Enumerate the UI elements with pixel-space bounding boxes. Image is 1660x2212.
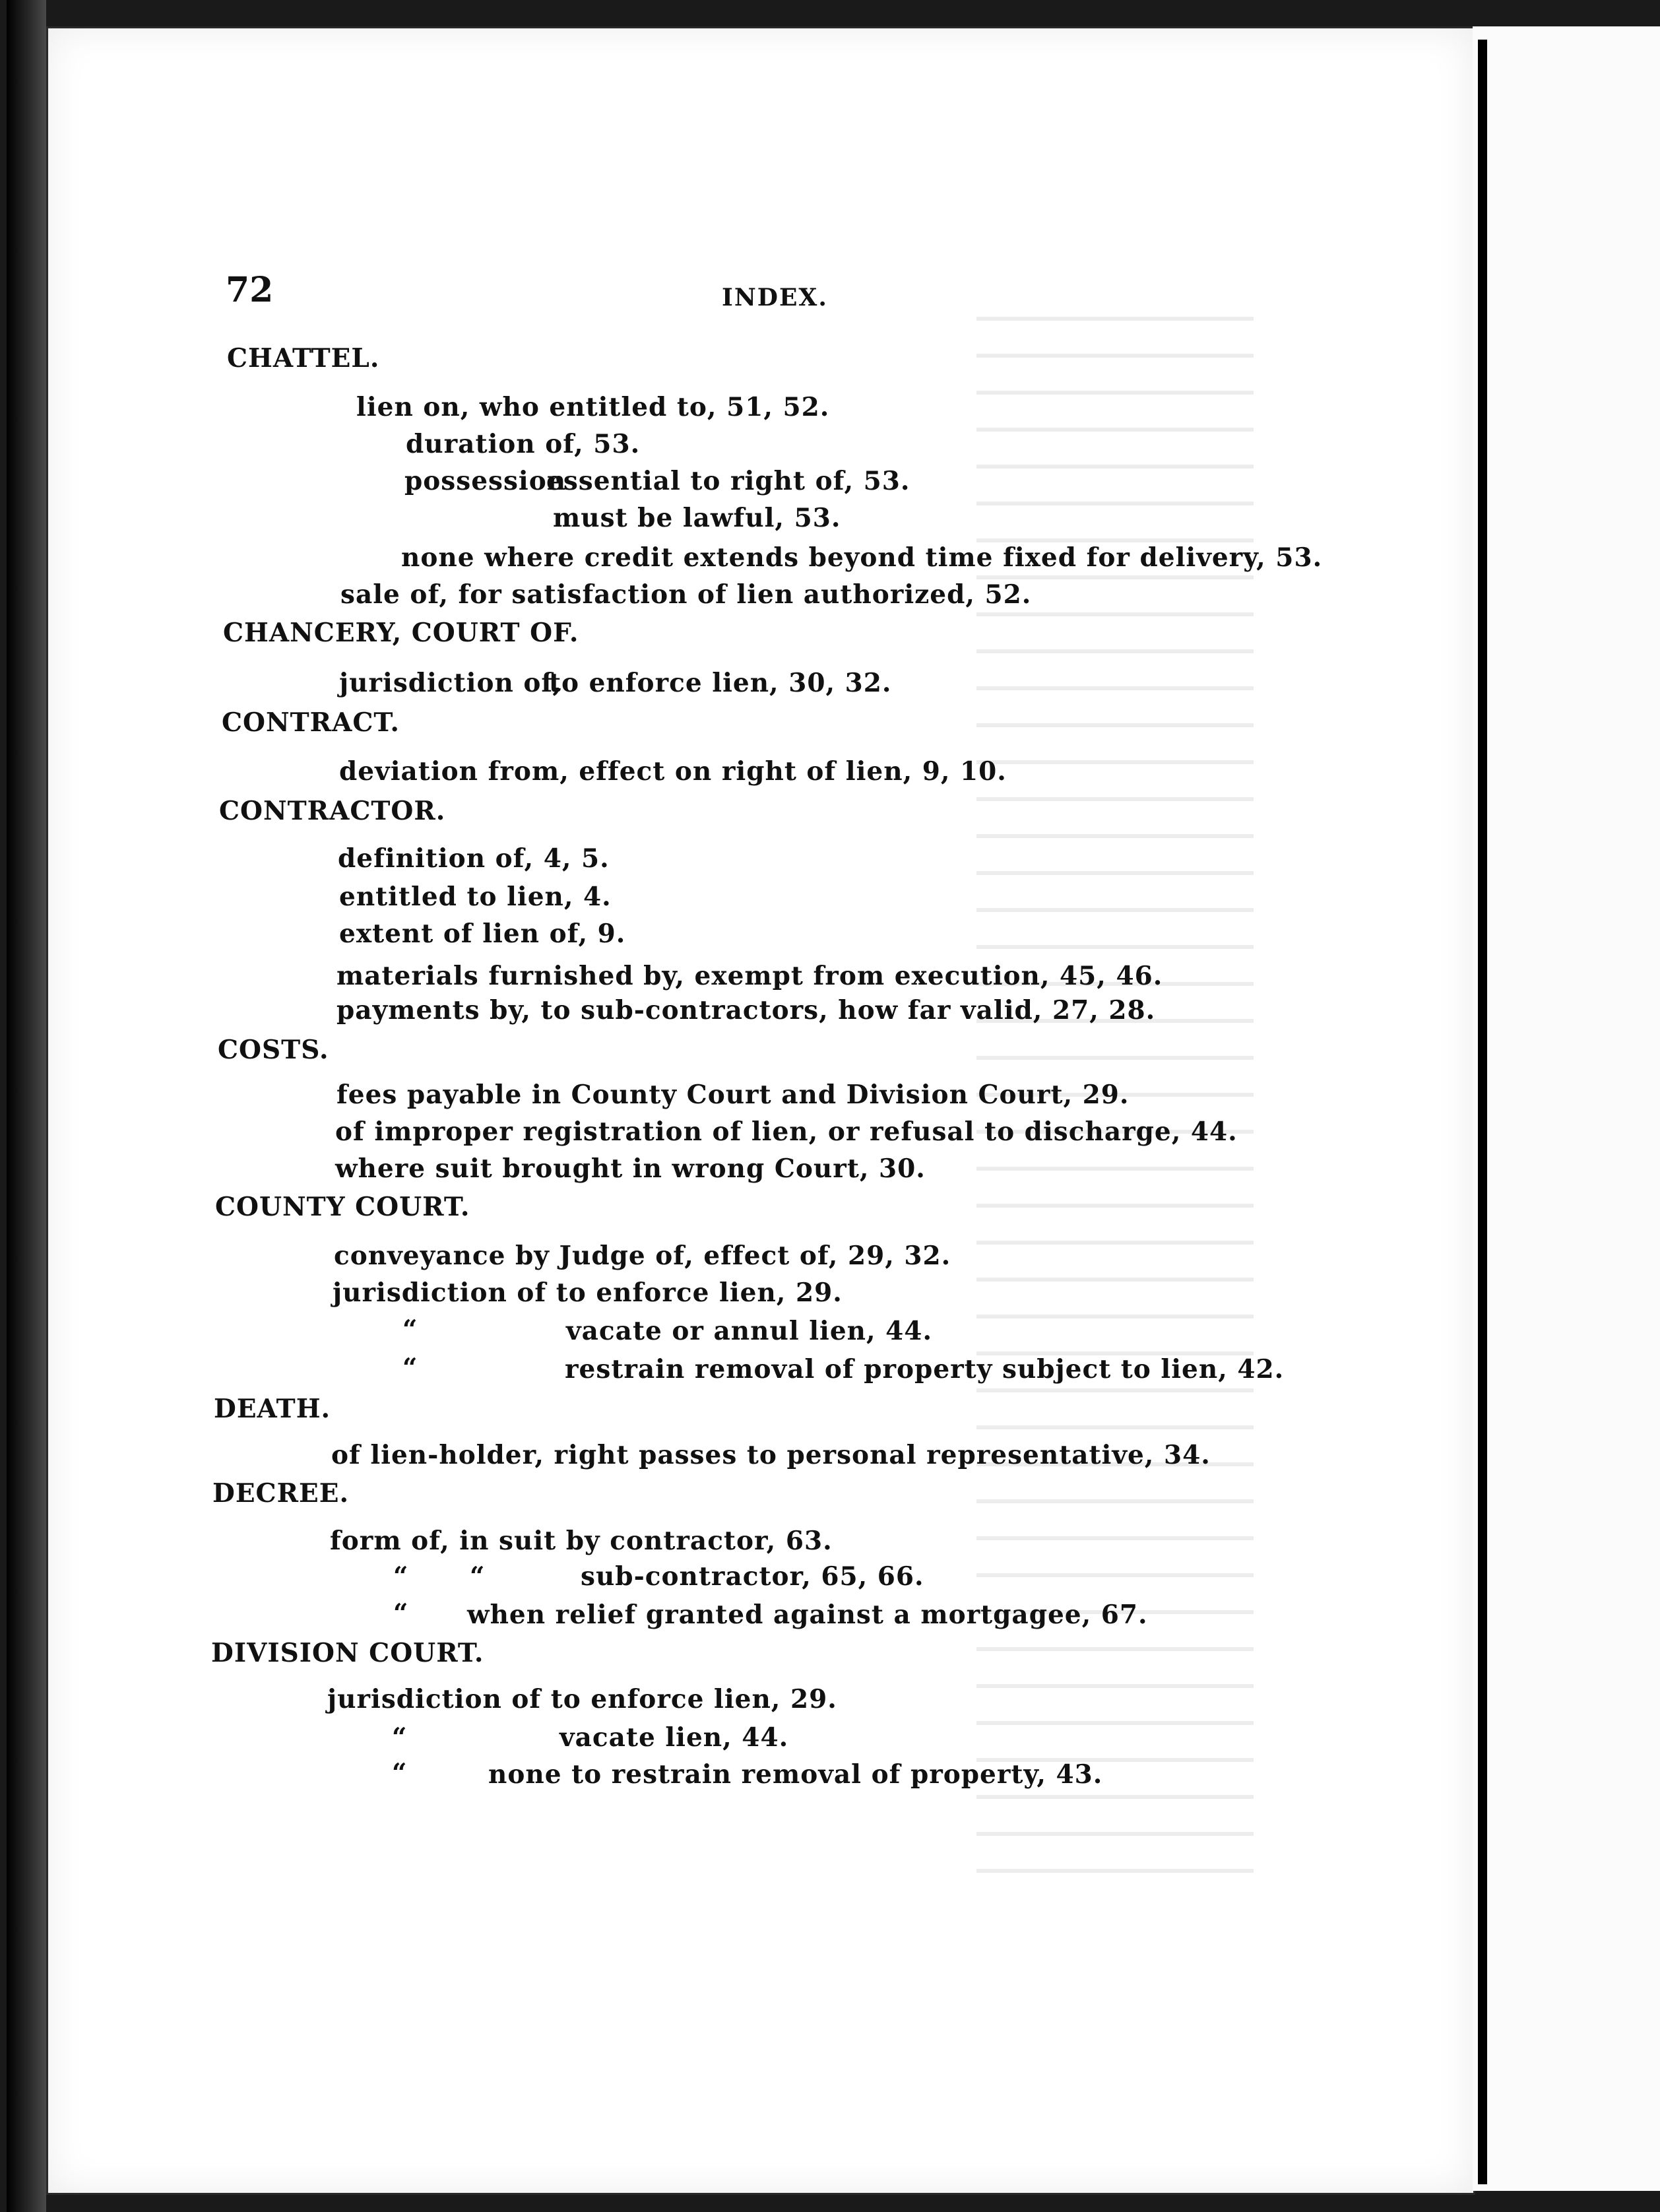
page-gutter-shadow — [1478, 40, 1487, 2184]
index-subentry: where suit brought in wrong Court, 30. — [335, 1154, 926, 1184]
ditto-mark: “ — [470, 1561, 486, 1592]
index-heading-death: DEATH. — [214, 1394, 331, 1424]
facing-page-edge — [1473, 26, 1660, 2191]
index-subentry: vacate or annul lien, 44. — [566, 1316, 933, 1346]
index-subentry: of lien-holder, right passes to personal representative, 34. — [331, 1440, 1211, 1470]
index-subentry: extent of lien of, 9. — [339, 919, 626, 949]
index-heading-costs: COSTS. — [218, 1035, 329, 1065]
ditto-mark: “ — [402, 1353, 418, 1383]
index-subentry: when relief granted against a mortgagee, 67. — [467, 1600, 1148, 1630]
index-subentry: none to restrain removal of property, 43. — [488, 1759, 1103, 1790]
index-subentry: entitled to lien, 4. — [339, 882, 612, 912]
book-binding-edge — [7, 0, 46, 2212]
index-heading-contract: CONTRACT. — [222, 707, 400, 738]
ditto-mark: “ — [392, 1758, 408, 1788]
index-subentry: essential to right of, 53. — [546, 466, 910, 496]
index-subentry: payments by, to sub-contractors, how far valid, 27, 28. — [336, 995, 1156, 1025]
index-heading-county-court: COUNTY COURT. — [215, 1192, 470, 1222]
index-subentry: to enforce lien, 30, 32. — [549, 668, 892, 698]
index-subentry: of improper registration of lien, or refusal to discharge, 44. — [335, 1117, 1238, 1147]
index-subentry: must be lawful, 53. — [553, 503, 841, 533]
ditto-mark: “ — [392, 1722, 408, 1753]
index-heading-contractor: CONTRACTOR. — [219, 796, 446, 826]
index-subentry: jurisdiction of to enforce lien, 29. — [327, 1684, 837, 1714]
ditto-mark: “ — [393, 1561, 409, 1592]
index-subentry: form of, in suit by contractor, 63. — [330, 1526, 833, 1556]
index-subentry: none where credit extends beyond time fixed for delivery, 53. — [401, 542, 1323, 573]
index-heading-chattel: CHATTEL. — [227, 343, 380, 374]
index-heading-chancery: CHANCERY, COURT OF. — [223, 618, 579, 648]
index-heading-decree: DECREE. — [212, 1478, 350, 1509]
running-head: INDEX. — [722, 284, 828, 311]
index-subentry: sale of, for satisfaction of lien authorized, 52. — [340, 579, 1032, 610]
index-subentry: duration of, 53. — [406, 429, 641, 459]
index-subentry: restrain removal of property subject to lien, 42. — [565, 1354, 1285, 1384]
index-subentry: lien on, who entitled to, 51, 52. — [356, 392, 830, 422]
index-subentry: materials furnished by, exempt from execution, 45, 46. — [336, 961, 1163, 991]
ditto-mark: “ — [393, 1598, 409, 1629]
index-subentry: fees payable in County Court and Division Court, 29. — [336, 1080, 1130, 1110]
index-subentry: definition of, 4, 5. — [338, 843, 610, 874]
index-subentry: jurisdiction of, — [339, 668, 562, 698]
ditto-mark: “ — [402, 1315, 418, 1345]
index-subentry: conveyance by Judge of, effect of, 29, 32. — [334, 1241, 951, 1271]
index-subentry: vacate lien, 44. — [559, 1722, 789, 1753]
index-subentry: deviation from, effect on right of lien, 9, 10. — [339, 756, 1007, 787]
index-subentry: jurisdiction of to enforce lien, 29. — [333, 1278, 843, 1308]
index-subentry: sub-contractor, 65, 66. — [581, 1561, 924, 1592]
page-number: 72 — [226, 270, 274, 310]
index-heading-division-court: DIVISION COURT. — [211, 1638, 484, 1668]
index-subentry: possession — [404, 466, 567, 496]
